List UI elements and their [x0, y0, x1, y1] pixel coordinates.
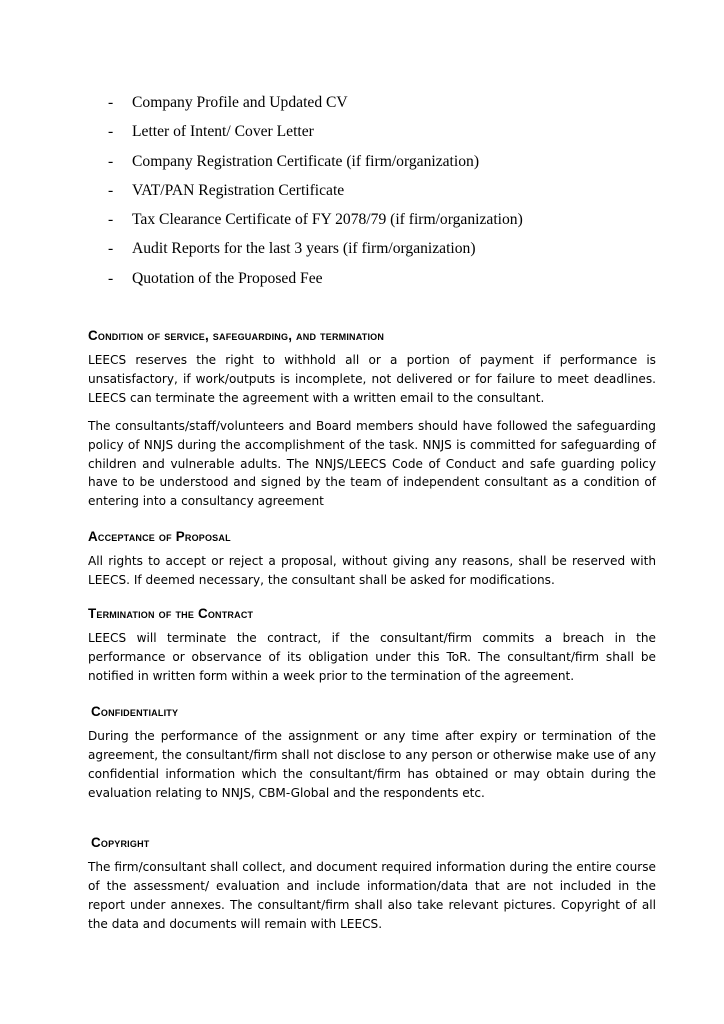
bullet-dash: -	[108, 240, 114, 258]
list-item-text: Company Profile and Updated CV	[132, 94, 348, 111]
condition-heading: Condition of service, safeguarding, and termination	[88, 328, 385, 343]
bullet-dash: -	[108, 152, 114, 170]
list-item	[108, 147, 668, 176]
list-item	[108, 234, 668, 263]
bullet-dash: -	[108, 94, 114, 111]
bullet-dash: -	[108, 269, 114, 287]
list-item-text: Quotation of the Proposed Fee	[132, 269, 323, 287]
condition-section	[88, 327, 656, 511]
copyright-heading: Copyright	[91, 835, 150, 850]
bullet-dash: -	[108, 181, 114, 199]
list-item	[108, 88, 668, 117]
bullet-dash: -	[108, 123, 114, 141]
confidentiality-paragraph: During the performance of the assignment or any time after expiry or termination of the agreement, the consultant/firm shall not disclose to any person or otherwise make use of any confidential information which the consultant/firm has obtained or may obtain during the evaluation relating to NNJS, CBM-Global and the respondents etc.	[88, 729, 656, 800]
list-item	[108, 117, 668, 146]
acceptance-heading: Acceptance of Proposal	[88, 529, 231, 544]
termination-paragraph: LEECS will terminate the contract, if the consultant/firm commits a breach in the performance or observance of its obligation under this ToR. The consultant/firm shall be notified in written form within a week prior to the termination of the agreement.	[88, 631, 656, 683]
list-item-text: VAT/PAN Registration Certificate	[132, 181, 345, 199]
bullet-dash: -	[108, 211, 114, 229]
list-item	[108, 205, 668, 234]
list-item-text: Audit Reports for the last 3 years (if firm/organization)	[132, 240, 476, 258]
confidentiality-section	[88, 703, 656, 803]
list-item-text: Tax Clearance Certificate of FY 2078/79 (if firm/organization)	[132, 211, 523, 229]
list-item-text: Letter of Intent/ Cover Letter	[132, 123, 314, 141]
termination-section	[88, 605, 656, 686]
list-item	[108, 176, 668, 205]
termination-heading: Termination of the Contract	[88, 606, 254, 621]
list-item	[108, 264, 668, 293]
copyright-section	[88, 834, 656, 934]
condition-paragraph: The consultants/staff/volunteers and Board members should have followed the safeguarding policy of NNJS during the accomplishment of the task. NNJS is committed for safeguarding of children and vulnerable adults. The NNJS/LEECS Code of Conduct and safe guarding policy have to be understood and signed by the team of independent consultant as a condition of entering into a consultancy agreement	[88, 418, 656, 509]
condition-paragraph: LEECS reserves the right to withhold all or a portion of payment if performance is unsatisfactory, if work/outputs is incomplete, not delivered or for failure to meet deadlines. LEECS can terminate the agreement with a written email to the consultant.	[88, 353, 656, 405]
confidentiality-heading: Confidentiality	[91, 704, 179, 719]
acceptance-section	[88, 528, 656, 590]
requirements-list	[108, 88, 668, 293]
acceptance-paragraph: All rights to accept or reject a proposal, without giving any reasons, shall be reserved with LEECS. If deemed necessary, the consultant shall be asked for modifications.	[88, 554, 656, 587]
copyright-paragraph: The firm/consultant shall collect, and document required information during the entire course of the assessment/ evaluation and include information/data that are not included in the report under annexes. The consultant/firm shall also take relevant pictures. Copyright of all the data and documents will remain with LEECS.	[88, 860, 656, 931]
list-item-text: Company Registration Certificate (if firm/organization)	[132, 152, 480, 170]
